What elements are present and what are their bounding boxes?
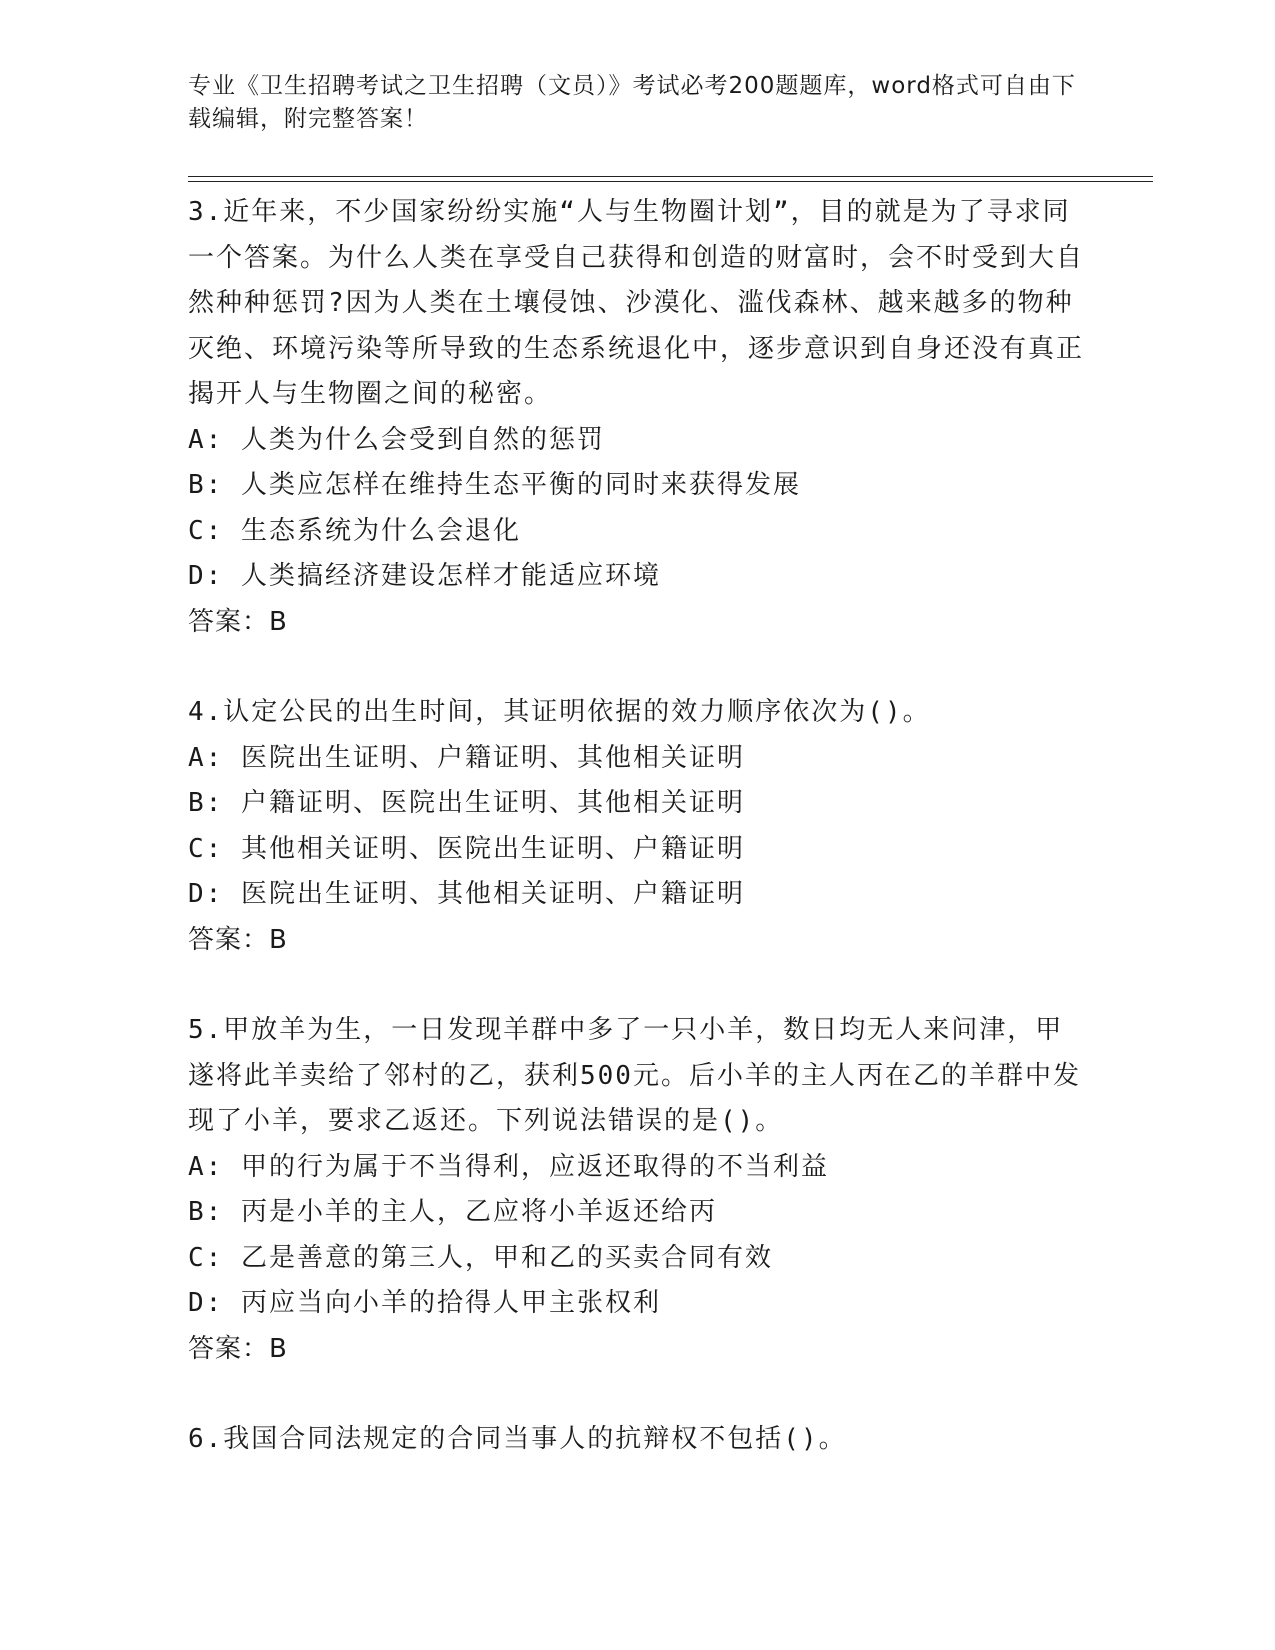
option-b: B: 户籍证明、医院出生证明、其他相关证明 xyxy=(188,788,745,818)
option-c: C: 其他相关证明、医院出生证明、户籍证明 xyxy=(188,833,745,864)
answer: 答案：B xyxy=(188,1333,288,1364)
question-3 xyxy=(188,190,1088,645)
question-stem: 5.甲放羊为生，一日发现羊群中多了一只小羊，数日均无人来问津，甲遂将此羊卖给了邻村的乙，获利500元。后小羊的主人丙在乙的羊群中发现了小羊，要求乙返还。下列说法错误的是()。 xyxy=(188,1015,1081,1136)
option-a: A: 甲的行为属于不当得利，应返还取得的不当利益 xyxy=(188,1151,829,1182)
option-d: D: 人类搞经济建设怎样才能适应环境 xyxy=(188,561,661,591)
answer: 答案：B xyxy=(188,924,288,955)
option-a: A: 医院出生证明、户籍证明、其他相关证明 xyxy=(188,742,745,773)
option-c: C: 生态系统为什么会退化 xyxy=(188,515,521,546)
header-divider-bottom xyxy=(188,181,1153,182)
question-stem: 6.我国合同法规定的合同当事人的抗辩权不包括()。 xyxy=(188,1424,847,1454)
document-header xyxy=(188,70,1088,136)
question-stem: 4.认定公民的出生时间，其证明依据的效力顺序依次为()。 xyxy=(188,697,931,727)
option-b: B: 丙是小羊的主人，乙应将小羊返还给丙 xyxy=(188,1197,717,1227)
answer: 答案：B xyxy=(188,606,288,637)
question-5 xyxy=(188,1008,1088,1372)
option-b: B: 人类应怎样在维持生态平衡的同时来获得发展 xyxy=(188,470,801,500)
question-list xyxy=(188,190,1088,1463)
option-c: C: 乙是善意的第三人，甲和乙的买卖合同有效 xyxy=(188,1242,773,1273)
header-divider-top xyxy=(188,176,1153,177)
question-stem: 3.近年来，不少国家纷纷实施“人与生物圈计划”，目的就是为了寻求同一个答案。为什么人类在享受自己获得和创造的财富时，会不时受到大自然种种惩罚?因为人类在土壤侵蚀、沙漠化、滥伐森林、越来越多的物种灭绝、环境污染等所导致的生态系统退化中，逐步意识到自身还没有真正揭开人与生物圈之间的秘密。 xyxy=(188,197,1085,409)
option-a: A: 人类为什么会受到自然的惩罚 xyxy=(188,424,605,455)
question-4 xyxy=(188,690,1088,963)
question-6 xyxy=(188,1417,1088,1463)
option-d: D: 丙应当向小羊的拾得人甲主张权利 xyxy=(188,1288,661,1318)
document-title: 专业《卫生招聘考试之卫生招聘（文员）》考试必考200题题库，word格式可自由下载编辑，附完整答案！ xyxy=(188,73,1076,132)
option-d: D: 医院出生证明、其他相关证明、户籍证明 xyxy=(188,879,745,909)
